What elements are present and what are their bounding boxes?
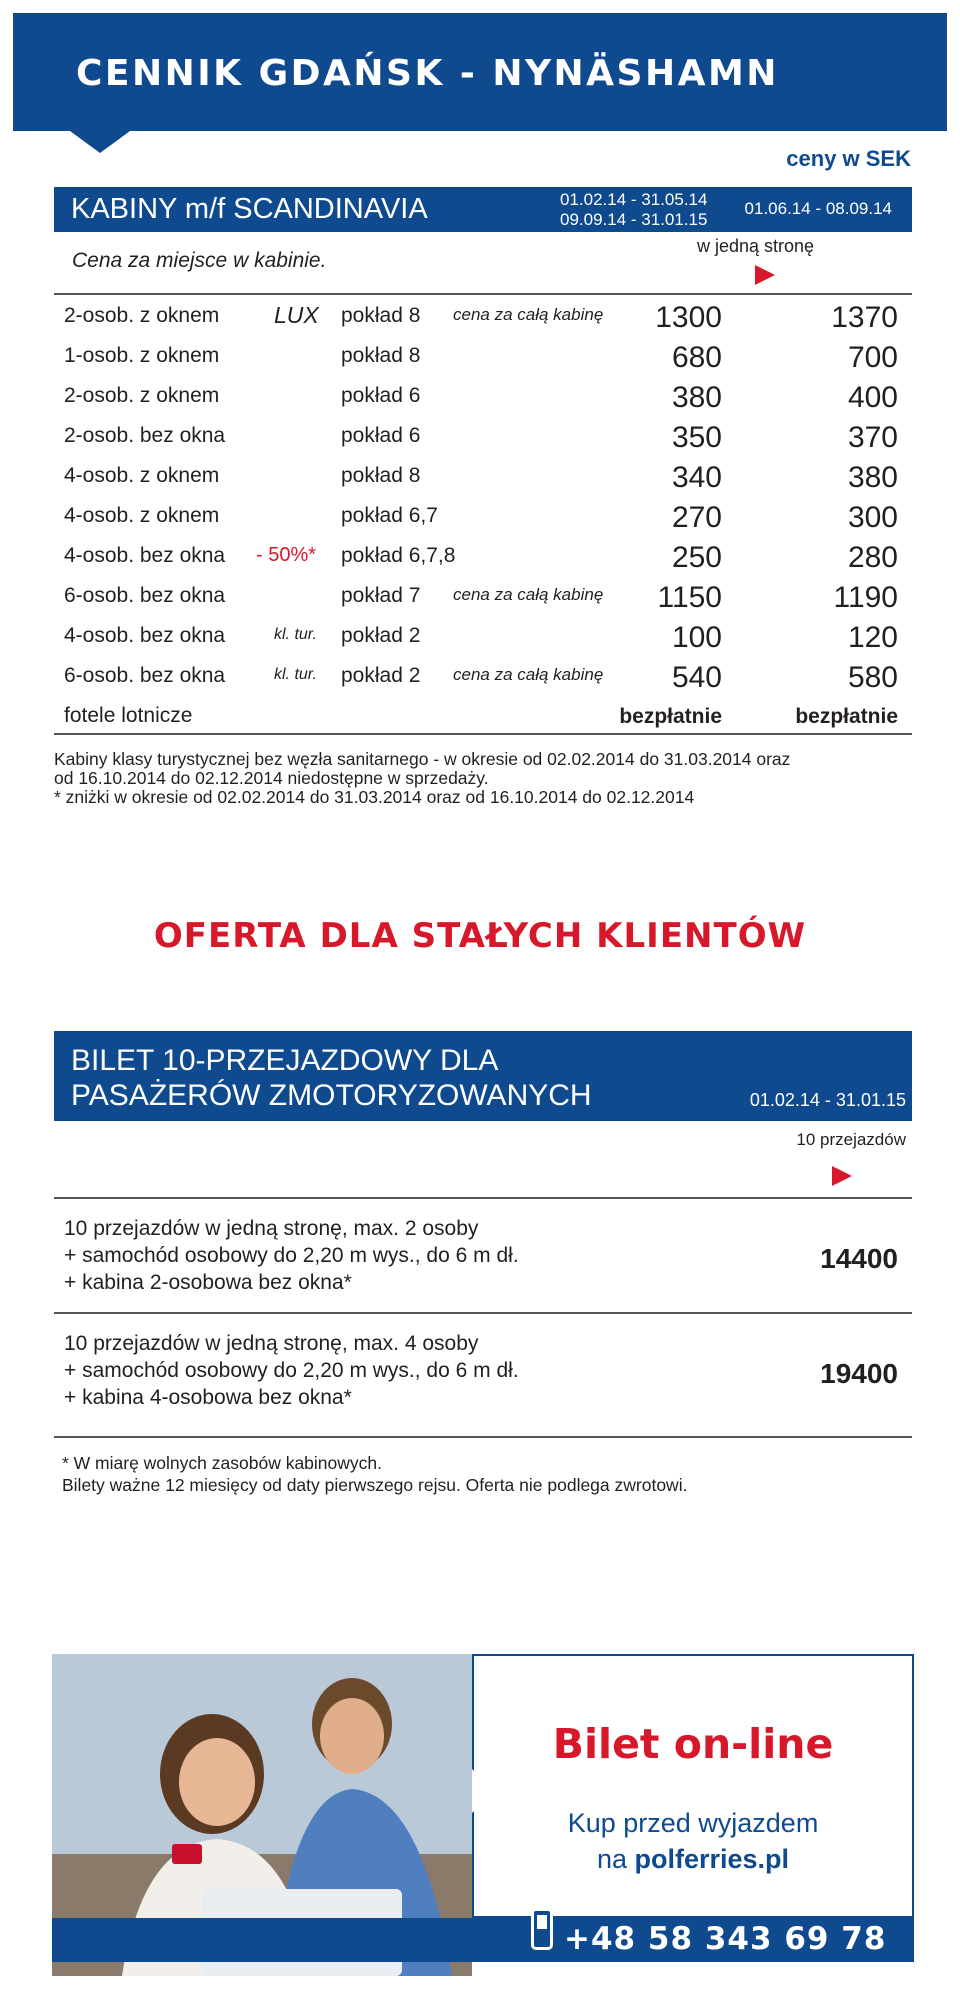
ad-website-prefix: na xyxy=(596,1844,635,1874)
offer-rule xyxy=(54,1197,912,1199)
rides-label: 10 przejazdów xyxy=(796,1130,906,1149)
price-period-b: 580 xyxy=(847,661,898,694)
price-row xyxy=(54,656,912,696)
page-title: CENNIK GDAŃSK - NYNÄSHAMN xyxy=(76,53,779,94)
online-ticket-ad[interactable] xyxy=(52,1654,914,1976)
price-period-b: 370 xyxy=(847,421,898,454)
cabin-type: 4-osob. bez okna xyxy=(64,624,226,647)
price-period-b: bezpłatnie xyxy=(795,705,898,728)
whole-cabin-note: cena za całą kabinę xyxy=(453,585,604,604)
cabin-type: 2-osob. z oknem xyxy=(64,304,220,327)
price-period-a: 250 xyxy=(671,541,722,574)
cabins-footnotes xyxy=(54,750,914,807)
offer-title xyxy=(71,1043,592,1113)
offer-line: 10 przejazdów w jedną stronę, max. 4 osoby xyxy=(64,1332,479,1355)
seats-row xyxy=(54,696,912,736)
price-row xyxy=(54,456,912,496)
cabins-subtitle: Cena za miejsce w kabinie. xyxy=(72,249,327,272)
footnote-line: od 16.10.2014 do 02.12.2014 niedostępne w sprzedaży. xyxy=(54,768,489,788)
phone-number[interactable]: +48 58 343 69 78 xyxy=(564,1921,887,1957)
price-period-b: 400 xyxy=(847,381,898,414)
deck-label: pokład 7 xyxy=(341,584,421,607)
cabin-note: - 50%* xyxy=(256,544,317,566)
price-period-a: 1150 xyxy=(657,581,722,614)
offer-title-line-2: PASAŻERÓW ZMOTORYZOWANYCH xyxy=(71,1079,592,1112)
price-row xyxy=(54,576,912,616)
cabin-type: 4-osob. z oknem xyxy=(64,504,220,527)
offer-rule xyxy=(54,1312,912,1314)
price-row xyxy=(54,376,912,416)
offer-row xyxy=(54,1203,912,1313)
ad-box-notch xyxy=(472,1769,496,1813)
table-bottom-rule xyxy=(54,733,912,735)
price-period-b: 700 xyxy=(847,341,898,374)
deck-label: pokład 2 xyxy=(341,664,421,687)
price-period-a: 350 xyxy=(671,421,722,454)
price-period-a: 540 xyxy=(671,661,722,694)
offer-price: 14400 xyxy=(820,1243,898,1274)
price-period-a: 100 xyxy=(671,621,722,654)
offer-row xyxy=(54,1318,912,1428)
offer-description xyxy=(64,1215,519,1296)
footnote-line: * W miarę wolnych zasobów kabinowych. xyxy=(62,1453,382,1473)
arrow-right-icon xyxy=(832,1166,852,1186)
offer-rule xyxy=(54,1436,912,1438)
offer-line: 10 przejazdów w jedną stronę, max. 2 osoby xyxy=(64,1217,479,1240)
deck-label: pokład 6 xyxy=(341,424,421,447)
cabin-type: 4-osob. z oknem xyxy=(64,464,220,487)
banner-notch xyxy=(70,131,130,153)
ad-website-link[interactable]: polferries.pl xyxy=(634,1844,790,1874)
offer-line: + samochód osobowy do 2,20 m wys., do 6 m dł. xyxy=(64,1359,519,1382)
price-period-b: 300 xyxy=(847,501,898,534)
deck-label: pokład 6,7 xyxy=(341,504,438,527)
currency-note: ceny w SEK xyxy=(786,146,911,171)
deck-label: pokład 6,7,8 xyxy=(341,544,456,567)
seat-type: fotele lotnicze xyxy=(64,704,193,727)
period-a-line-2: 09.09.14 - 31.01.15 xyxy=(560,210,708,229)
offer-line: + kabina 4-osobowa bez okna* xyxy=(64,1386,352,1409)
deck-label: pokład 6 xyxy=(341,384,421,407)
price-period-a: 1300 xyxy=(655,301,722,334)
arrow-right-icon xyxy=(755,265,775,285)
ad-title: Bilet on-line xyxy=(552,1720,834,1768)
direction-label: w jedną stronę xyxy=(697,236,815,256)
deck-label: pokład 8 xyxy=(341,344,421,367)
price-row xyxy=(54,496,912,536)
price-period-b: 1190 xyxy=(833,581,898,614)
cabins-header-bar xyxy=(54,187,912,232)
phone-bar xyxy=(52,1918,914,1962)
period-column-a xyxy=(560,190,707,230)
ad-text-box xyxy=(472,1654,914,1918)
whole-cabin-note: cena za całą kabinę xyxy=(453,305,604,324)
offer-title-line-1: BILET 10-PRZEJAZDOWY DLA xyxy=(71,1044,499,1077)
price-row xyxy=(54,296,912,336)
price-period-b: 1370 xyxy=(831,301,898,334)
price-row xyxy=(54,416,912,456)
table-top-rule xyxy=(54,293,912,295)
ad-website[interactable] xyxy=(474,1844,912,1875)
footnote-line: * zniżki w okresie od 02.02.2014 do 31.03.2014 oraz od 16.10.2014 do 02.12.2014 xyxy=(54,787,695,807)
cabin-type: 1-osob. z oknem xyxy=(64,344,220,367)
offer-headline: OFERTA DLA STAŁYCH KLIENTÓW xyxy=(153,916,807,956)
offer-price: 19400 xyxy=(820,1358,898,1389)
cabin-note: kl. tur. xyxy=(274,666,317,683)
price-period-b: 380 xyxy=(847,461,898,494)
price-row xyxy=(54,616,912,656)
price-row xyxy=(54,336,912,376)
cabin-type: 2-osob. z oknem xyxy=(64,384,220,407)
price-period-a: 380 xyxy=(671,381,722,414)
offer-line: + samochód osobowy do 2,20 m wys., do 6 m dł. xyxy=(64,1244,519,1267)
cabin-type: 2-osob. bez okna xyxy=(64,424,226,447)
period-column-b: 01.06.14 - 08.09.14 xyxy=(744,199,892,218)
cabin-type: 6-osob. bez okna xyxy=(64,664,226,687)
price-period-a: 270 xyxy=(671,501,722,534)
deck-label: pokład 2 xyxy=(341,624,421,647)
footnote-line: Kabiny klasy turystycznej bez węzła sanitarnego - w okresie od 02.02.2014 do 31.03.2014 oraz xyxy=(54,749,791,769)
price-period-a: 340 xyxy=(671,461,722,494)
offer-period: 01.02.14 - 31.01.15 xyxy=(749,1090,906,1110)
ad-tagline: Kup przed wyjazdem xyxy=(567,1808,819,1838)
cabin-type: 4-osob. bez okna xyxy=(64,544,226,567)
offer-footnotes xyxy=(62,1452,687,1496)
whole-cabin-note: cena za całą kabinę xyxy=(453,665,604,684)
cabin-note: kl. tur. xyxy=(274,626,317,643)
cabins-title: KABINY m/f SCANDINAVIA xyxy=(71,193,428,225)
offer-description xyxy=(64,1330,519,1411)
price-period-b: 120 xyxy=(847,621,898,654)
cabin-note: LUX xyxy=(274,302,319,328)
price-period-b: 280 xyxy=(847,541,898,574)
price-period-a: bezpłatnie xyxy=(619,705,722,728)
price-period-a: 680 xyxy=(671,341,722,374)
deck-label: pokład 8 xyxy=(341,304,421,327)
price-row xyxy=(54,536,912,576)
cabin-type: 6-osob. bez okna xyxy=(64,584,226,607)
offer-header-bar xyxy=(54,1031,912,1121)
footnote-line: Bilety ważne 12 miesięcy od daty pierwszego rejsu. Oferta nie podlega zwrotowi. xyxy=(62,1475,688,1495)
deck-label: pokład 8 xyxy=(341,464,421,487)
offer-line: + kabina 2-osobowa bez okna* xyxy=(64,1271,352,1294)
period-a-line-1: 01.02.14 - 31.05.14 xyxy=(560,190,708,209)
title-banner xyxy=(13,13,947,131)
phone-icon xyxy=(531,1908,553,1950)
